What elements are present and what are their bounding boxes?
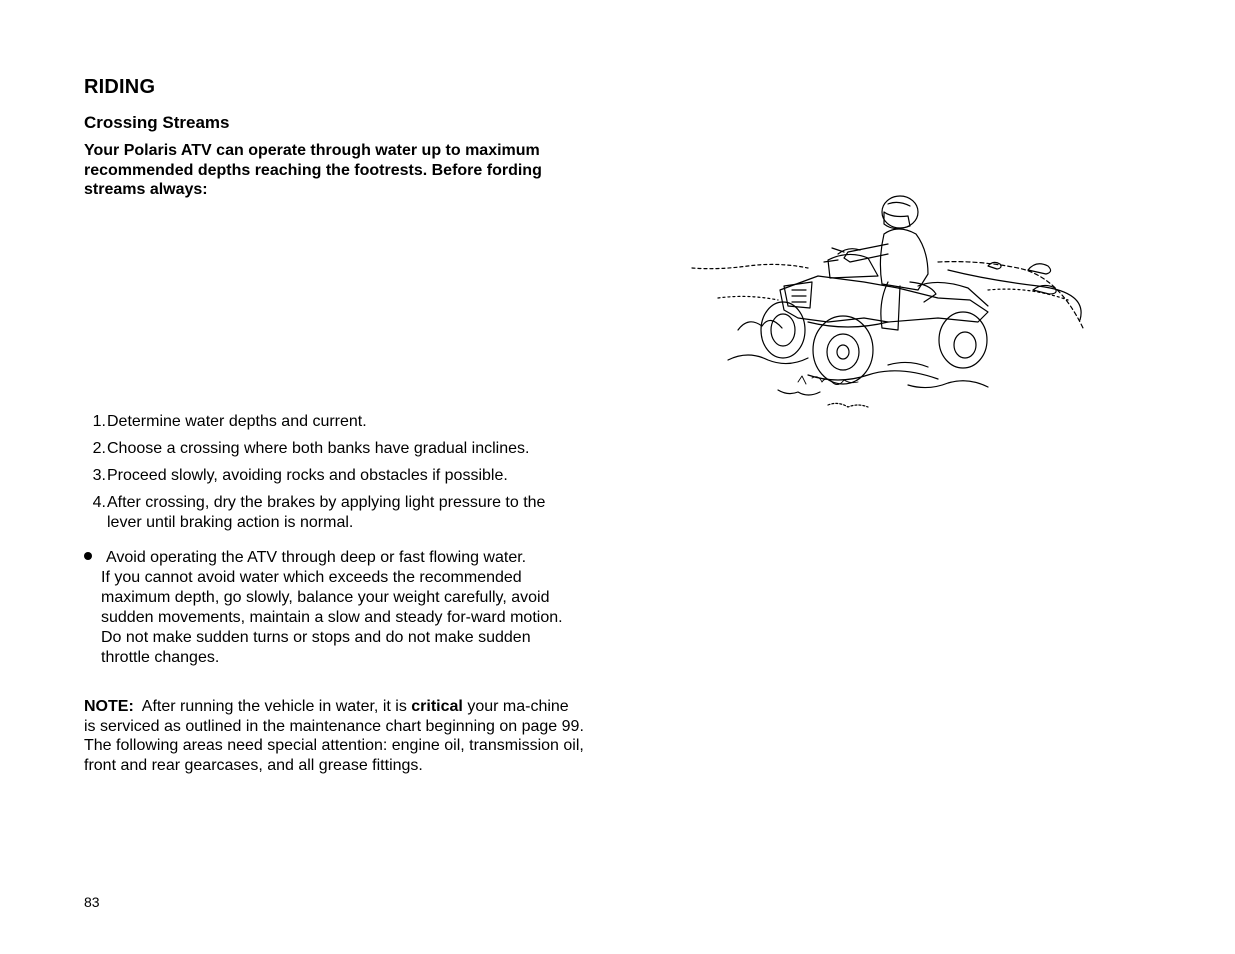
step-text: After crossing, dry the brakes by applying light pressure to the lever until braking action is normal. [107,494,546,531]
atv-rider-crossing-stream-illustration [688,190,1088,415]
section-title: RIDING [84,76,156,98]
note-text-before: After running the vehicle in water, it is [141,698,407,715]
note-label: NOTE: [84,698,134,715]
step-number: 4. [92,494,106,511]
intro-paragraph: Your Polaris ATV can operate through water up to maximum recommended depths reaching the footrests. Before fording streams always: [84,142,542,198]
bullet-body: If you cannot avoid water which exceeds the recommended maximum depth, go slowly, balance your weight carefully, avoid sudden movements, maintain a slow and steady for-ward motion. Do not make sudden turns or stops and do not make sudden throttle changes. [101,569,563,666]
page-number: 83 [84,894,100,910]
bullet-icon [84,552,92,560]
step-number: 2. [92,440,106,457]
step-number: 1. [92,413,106,430]
subsection-title: Crossing Streams [84,113,230,132]
step-text: Proceed slowly, avoiding rocks and obstacles if possible. [107,467,508,484]
list-item [84,493,584,533]
step-text: Determine water depths and current. [107,413,367,430]
warning-bullet [84,548,574,668]
list-item [84,466,584,486]
bullet-first-line: Avoid operating the ATV through deep or fast flowing water. [106,549,527,566]
note-paragraph [84,697,584,775]
note-text-after: your ma-chine is serviced as outlined in the maintenance chart beginning on page 99. The following areas need special attention: engine oil, transmission oil, front and rear gearcases, and all grease fittings. [84,698,584,774]
step-text: Choose a crossing where both banks have gradual inclines. [107,440,530,457]
list-item [84,412,584,432]
list-item [84,439,584,459]
steps-list [84,412,584,540]
step-number: 3. [92,467,106,484]
note-emphasis: critical [411,698,463,715]
